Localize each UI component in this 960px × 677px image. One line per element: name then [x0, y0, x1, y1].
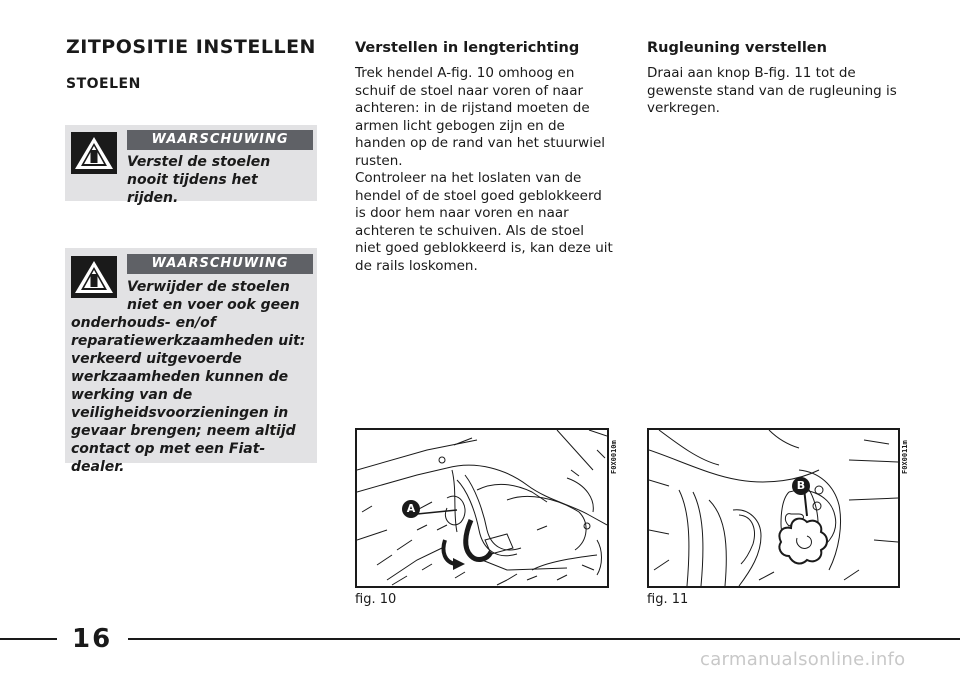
warning-text-continued: onderhouds- en/of reparatiewerkzaamheden uit: verkeerd uitgevoerde werkzaamheden kunnen de werking van de veiligheidsvoorzieningen in gevaar brengen; neem altijd contact op met een Fiat-dealer.	[71, 315, 306, 475]
section-backrest	[647, 40, 909, 118]
figure-caption: fig. 10	[355, 592, 397, 607]
section-lengthwise	[355, 40, 613, 275]
section-title: Rugleuning verstellen	[647, 40, 827, 56]
warning-label: WAARSCHUWING	[127, 254, 313, 274]
figure-code: F0X0010m	[610, 440, 618, 474]
footer-rule-left	[0, 638, 57, 640]
watermark-text: carmanualsonline.info	[700, 649, 906, 670]
warning-box-2	[65, 248, 317, 475]
section-paragraph: Trek hendel A-fig. 10 omhoog en schuif de stoel naar voren of naar achteren: in de rijstand moeten de armen licht gebogen zijn en de handen op de rand van het stuurwiel rusten.	[355, 65, 606, 169]
section-paragraph: Controleer na het loslaten van de hendel of de stoel goed geblokkeerd is door hem naar voren en naar achteren te schuiven. Als de stoel niet goed geblokkeerd is, kan deze uit de rails loskomen.	[355, 170, 613, 274]
warning-triangle-icon	[71, 132, 117, 174]
figure-11-illustration	[647, 428, 900, 588]
callout-b-badge: B	[792, 477, 810, 495]
warning-text: Verstel de stoelen nooit tijdens het rijden.	[127, 154, 271, 206]
figure-10-illustration	[355, 428, 609, 588]
figure-code: F0X0011m	[901, 440, 909, 474]
page-title: ZITPOSITIE INSTELLEN	[66, 36, 316, 58]
section-title: Verstellen in lengterichting	[355, 40, 580, 56]
figure-caption: fig. 11	[647, 592, 689, 607]
footer-rule-right	[128, 638, 960, 640]
callout-a-badge: A	[402, 500, 420, 518]
warning-text-lead: Verwijder de stoelen niet en voer ook geen	[127, 279, 300, 313]
warning-triangle-icon	[71, 256, 117, 298]
warning-box-1	[65, 125, 317, 206]
warning-label: WAARSCHUWING	[127, 130, 313, 150]
section-subtitle: STOELEN	[66, 76, 141, 92]
section-paragraph: Draai aan knop B-fig. 11 tot de gewenste stand van de rugleuning is verkregen.	[647, 65, 897, 116]
page-number: 16	[72, 624, 113, 654]
